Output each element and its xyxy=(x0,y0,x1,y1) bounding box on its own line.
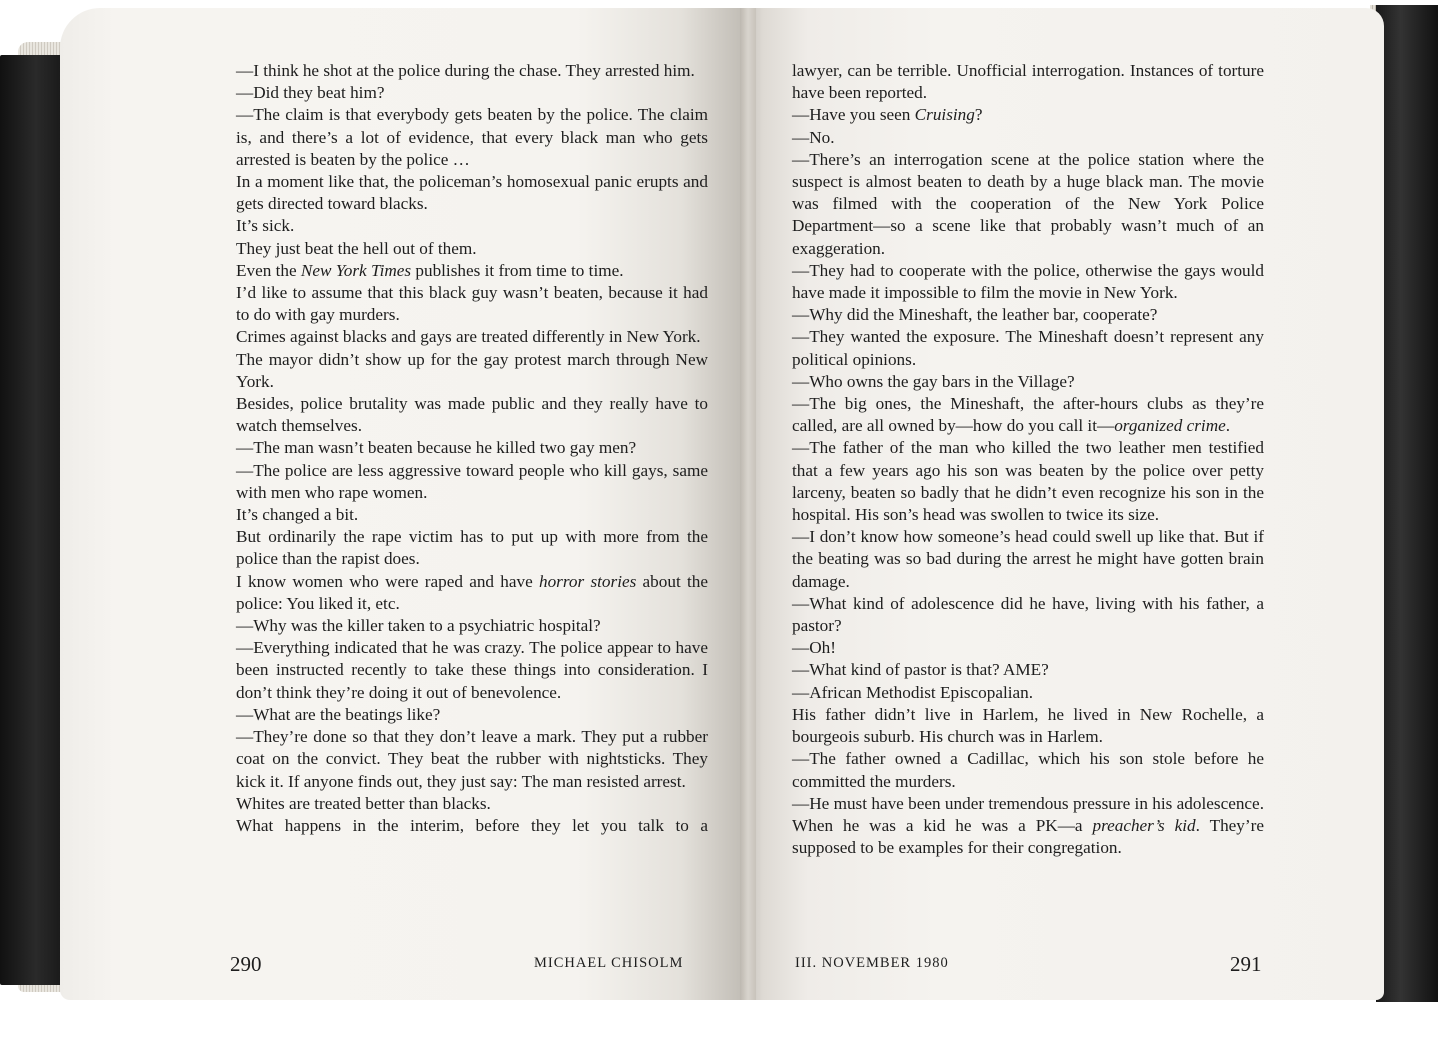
paragraph: —They’re done so that they don’t leave a mark. They put a rubber coat on the convict. They beat the rubber with nightsticks. They kick it. If anyone finds out, they just say: The man resisted arrest. xyxy=(236,727,708,791)
paragraph: The mayor didn’t show up for the gay protest march through New York. xyxy=(236,349,708,391)
paragraph: —He must have been under tremendous pressure in his adolescence. When he was a kid he was a PK—a preacher’s kid. They’re supposed to be examples for their congregation. xyxy=(792,793,1264,858)
left-cover-edge xyxy=(0,55,60,985)
paragraph: Even the New York Times publishes it from time to time. xyxy=(236,260,624,280)
paragraph: I’d like to assume that this black guy wasn’t beaten, because it had to do with gay murders. xyxy=(236,283,708,325)
right-page-text xyxy=(792,60,1264,859)
paragraph: —Have you seen Cruising? xyxy=(792,105,983,125)
paragraph: —The father of the man who killed the two leather men testified that a few years ago his son was beaten by the police over petty larceny, beaten so badly that he didn’t even recognize his son in the hospital. His son’s head was swollen to twice its size. xyxy=(792,438,1264,525)
paragraph: —What kind of pastor is that? AME? xyxy=(792,660,1049,680)
paragraph: They just beat the hell out of them. xyxy=(236,238,477,258)
paragraph: I know women who were raped and have horror stories about the police: You liked it, etc. xyxy=(236,571,708,613)
paragraph: —There’s an interrogation scene at the police station where the suspect is almost beaten to death by a huge black man. The movie was filmed with the cooperation of the New York Police Department—so a scene like that probably wasn’t much of an exaggeration. xyxy=(792,149,1264,258)
paragraph: —African Methodist Episcopalian. xyxy=(792,682,1034,702)
paragraph: —I think he shot at the police during the chase. They arrested him. xyxy=(236,61,695,80)
paragraph: Crimes against blacks and gays are treated differently in New York. xyxy=(236,327,701,347)
paragraph: But ordinarily the rape victim has to put up with more from the police than the rapist does. xyxy=(236,527,708,569)
paragraph: lawyer, can be terrible. Unofficial interrogation. Instances of torture have been reported. xyxy=(792,61,1264,103)
paragraph: —They wanted the exposure. The Mineshaft doesn’t represent any political opinions. xyxy=(792,327,1264,369)
page-number-left: 290 xyxy=(230,952,262,976)
paragraph: —Why was the killer taken to a psychiatric hospital? xyxy=(236,616,601,636)
paragraph: It’s changed a bit. xyxy=(236,505,359,525)
paragraph: —The man wasn’t beaten because he killed two gay men? xyxy=(236,438,637,458)
paragraph: —What are the beatings like? xyxy=(236,704,441,724)
running-head-right: III. NOVEMBER 1980 xyxy=(795,955,949,971)
page-number-right: 291 xyxy=(1230,952,1262,976)
paragraph: —No. xyxy=(792,127,835,147)
paragraph: Besides, police brutality was made public and they really have to watch themselves. xyxy=(236,394,708,436)
paragraph: It’s sick. xyxy=(236,216,295,236)
paragraph: What happens in the interim, before they let you talk to a xyxy=(236,815,708,835)
paragraph: —Did they beat him? xyxy=(236,83,385,103)
paragraph: —Oh! xyxy=(792,638,836,658)
book-gutter xyxy=(740,8,756,1000)
running-head-left: MICHAEL CHISOLM xyxy=(534,955,684,971)
paragraph: —The father owned a Cadillac, which his son stole before he committed the murders. xyxy=(792,749,1264,791)
paragraph: —I don’t know how someone’s head could swell up like that. But if the beating was so bad during the arrest he might have gotten brain damage. xyxy=(792,527,1264,591)
paragraph: Whites are treated better than blacks. xyxy=(236,793,491,813)
paragraph: —Everything indicated that he was crazy. The police appear to have been instructed recently to take these things into consideration. I don’t think they’re doing it out of benevolence. xyxy=(236,638,708,702)
paragraph: —What kind of adolescence did he have, living with his father, a pastor? xyxy=(792,593,1264,636)
right-cover-edge xyxy=(1376,5,1438,1002)
paragraph: —Why did the Mineshaft, the leather bar, cooperate? xyxy=(792,305,1158,325)
paragraph: —The police are less aggressive toward people who kill gays, same with men who rape women. xyxy=(236,460,708,502)
left-page-text xyxy=(236,60,708,837)
paragraph: —The big ones, the Mineshaft, the after-hours clubs as they’re called, are all owned by—how do you call it—organized crime. xyxy=(792,394,1264,436)
paragraph: His father didn’t live in Harlem, he lived in New Rochelle, a bourgeois suburb. His church was in Harlem. xyxy=(792,704,1264,747)
paragraph: —The claim is that everybody gets beaten by the police. The claim is, and there’s a lot of evidence, that every black man who gets arrested is beaten by the police … xyxy=(236,105,708,169)
paragraph: —Who owns the gay bars in the Village? xyxy=(792,371,1075,391)
paragraph: In a moment like that, the policeman’s homosexual panic erupts and gets directed toward blacks. xyxy=(236,172,708,214)
paragraph: —They had to cooperate with the police, otherwise the gays would have made it impossible to film the movie in New York. xyxy=(792,260,1264,303)
